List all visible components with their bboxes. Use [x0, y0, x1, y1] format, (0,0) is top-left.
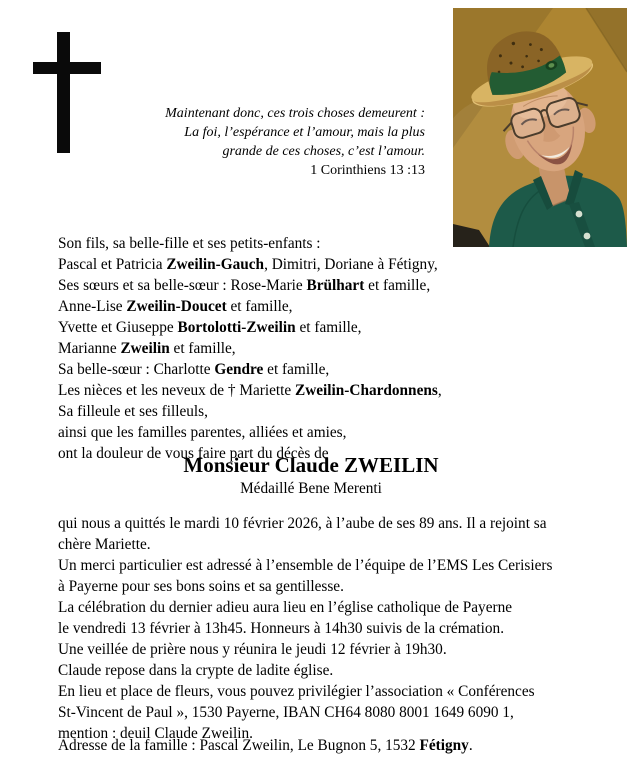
text-line: mention : deuil Claude Zweilin. — [58, 725, 253, 742]
deceased-name-block — [58, 452, 564, 500]
text-line: qui nous a quittés le mardi 10 février 2026, à l’aube de ses 89 ans. Il a rejoint sa — [58, 515, 547, 532]
text-line: Anne-Lise Zweilin-Doucet et famille, — [58, 298, 293, 315]
text-line: Adresse de la famille : Pascal Zweilin, Le Bugnon 5, 1532 Fétigny. — [58, 737, 473, 754]
christian-cross-icon — [33, 62, 101, 74]
text-line: Son fils, sa belle-fille et ses petits-enfants : — [58, 235, 321, 252]
deceased-name: Monsieur Claude ZWEILIN — [183, 453, 439, 477]
bible-quote-lines — [165, 104, 425, 161]
family-announcement-text — [58, 233, 442, 464]
text-line: St-Vincent de Paul », 1530 Payerne, IBAN CH64 8080 8001 1649 6090 1, — [58, 704, 514, 721]
text-line: Un merci particulier est adressé à l’ensemble de l’équipe de l’EMS Les Cerisiers — [58, 557, 553, 574]
text-line: Claude repose dans la crypte de ladite église. — [58, 662, 334, 679]
text-line: Sa belle-sœur : Charlotte Gendre et famille, — [58, 361, 330, 378]
bible-quote — [165, 104, 425, 180]
funeral-details-text — [58, 513, 552, 744]
text-line: La foi, l’espérance et l’amour, mais la plus — [184, 125, 425, 140]
text-line: La célébration du dernier adieu aura lieu en l’église catholique de Payerne — [58, 599, 513, 616]
deceased-honor: Médaillé Bene Merenti — [240, 480, 382, 497]
family-address — [58, 735, 473, 756]
bible-quote-reference: 1 Corinthiens 13 :13 — [310, 163, 425, 178]
text-line: grande de ces choses, c’est l’amour. — [222, 144, 425, 159]
text-line: Une veillée de prière nous y réunira le jeudi 12 février à 19h30. — [58, 641, 447, 658]
text-line: ont la douleur de vous faire part du décès de — [58, 445, 329, 462]
text-line: Ses sœurs et sa belle-sœur : Rose-Marie Brülhart et famille, — [58, 277, 431, 294]
text-line: à Payerne pour ses bons soins et sa gentillesse. — [58, 578, 344, 595]
text-line: Marianne Zweilin et famille, — [58, 340, 236, 357]
text-line: En lieu et place de fleurs, vous pouvez privilégier l’association « Conférences — [58, 683, 535, 700]
text-line: Yvette et Giuseppe Bortolotti-Zweilin et famille, — [58, 319, 362, 336]
text-line: le vendredi 13 février à 13h45. Honneurs à 14h30 suivis de la crémation. — [58, 620, 505, 637]
text-line: Pascal et Patricia Zweilin-Gauch, Dimitri, Doriane à Fétigny, — [58, 256, 438, 273]
text-line: ainsi que les familles parentes, alliées et amies, — [58, 424, 347, 441]
christian-cross-icon — [57, 32, 70, 153]
portrait-photo — [453, 8, 627, 247]
portrait-photo-illustration — [453, 8, 627, 247]
text-line: Les nièces et les neveux de † Mariette Zweilin-Chardonnens, — [58, 382, 442, 399]
text-line: Maintenant donc, ces trois choses demeurent : — [165, 106, 425, 121]
text-line: Sa filleule et ses filleuls, — [58, 403, 208, 420]
text-line: chère Mariette. — [58, 536, 151, 553]
